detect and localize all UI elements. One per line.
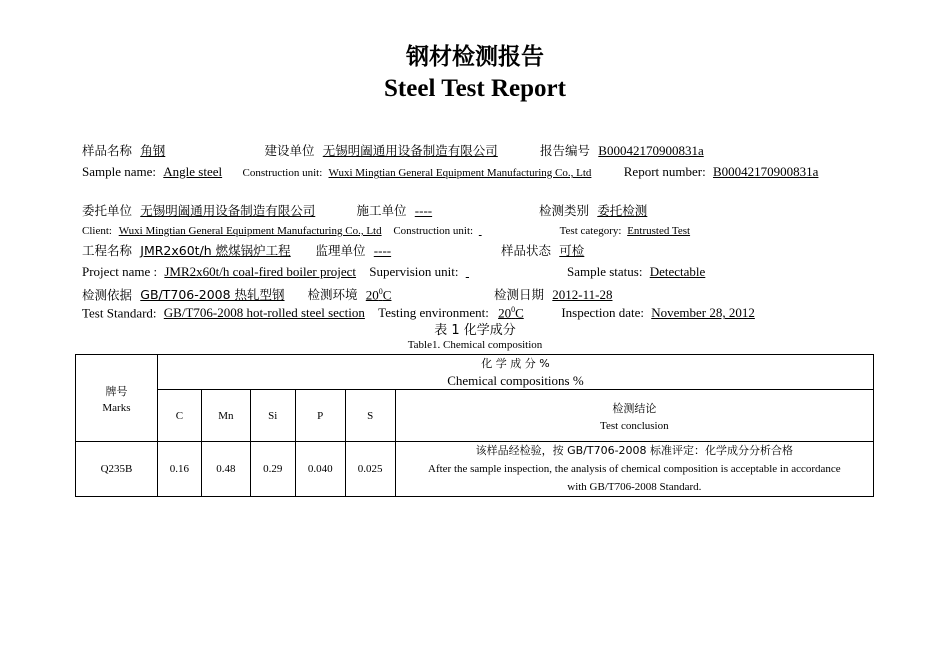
construction-unit-value-cn: 无锡明阖通用设备制造有限公司 bbox=[322, 143, 498, 158]
project-value-cn: JMR2x60t/h 燃煤锅炉工程 bbox=[140, 243, 291, 258]
supervision-label-en: Supervision unit: bbox=[369, 264, 459, 279]
info-row-7 bbox=[82, 284, 658, 303]
chemical-composition-table bbox=[75, 354, 874, 497]
conclusion-header: 检测结论 Test conclusion bbox=[395, 390, 873, 442]
info-row-2 bbox=[82, 164, 825, 181]
info-row-6 bbox=[82, 264, 712, 280]
date-label-cn: 检测日期 bbox=[494, 287, 545, 303]
info-row-4 bbox=[82, 223, 690, 239]
report-title-en: Steel Test Report bbox=[384, 75, 566, 102]
info-row-1 bbox=[82, 143, 724, 159]
construction-unit-label-en: Construction unit: bbox=[242, 167, 323, 179]
construction-unit-label-cn: 建设单位 bbox=[264, 143, 315, 158]
category-value-en: Entrusted Test bbox=[627, 225, 691, 237]
sample-name-value-en: Angle steel bbox=[163, 164, 223, 179]
category-label-en: Test category: bbox=[559, 225, 622, 237]
col-p: P bbox=[295, 390, 345, 442]
report-number-value: B00042170900831a bbox=[598, 143, 704, 158]
category-value-cn: 委托检测 bbox=[597, 203, 648, 218]
sample-name-label-cn: 样品名称 bbox=[82, 143, 133, 158]
table-caption-cn: 表 1 化学成分 bbox=[434, 323, 516, 338]
report-number-label-cn: 报告编号 bbox=[540, 143, 591, 158]
project-label-cn: 工程名称 bbox=[82, 243, 133, 258]
col-c: C bbox=[157, 390, 201, 442]
standard-label-cn: 检测依据 bbox=[82, 287, 133, 303]
col-mn: Mn bbox=[201, 390, 250, 442]
category-label-cn: 检测类别 bbox=[539, 203, 590, 218]
standard-value-cn: GB/T706-2008 热轧型钢 bbox=[140, 287, 285, 303]
standard-value-en: GB/T706-2008 hot-rolled steel section bbox=[163, 305, 365, 321]
info-row-3 bbox=[82, 203, 697, 219]
cell-mn: 0.48 bbox=[201, 442, 250, 497]
marks-header: 牌号 Marks bbox=[76, 355, 158, 442]
report-number-value-en: B00042170900831a bbox=[712, 164, 819, 179]
builder-label-en: Construction unit: bbox=[393, 225, 474, 237]
cell-si: 0.29 bbox=[250, 442, 295, 497]
info-row-5 bbox=[82, 243, 647, 259]
chem-header: 化 学 成 分 % Chemical compositions % bbox=[157, 355, 873, 390]
supervision-value: ---- bbox=[373, 243, 392, 258]
date-label-en: Inspection date: bbox=[561, 305, 644, 321]
status-value-cn: 可检 bbox=[559, 243, 585, 258]
status-label-cn: 样品状态 bbox=[501, 243, 552, 258]
report-number-label-en: Report number: bbox=[623, 164, 706, 179]
environment-value-en: $20^0C$ bbox=[498, 305, 524, 321]
supervision-label-cn: 监理单位 bbox=[315, 243, 366, 258]
client-value-en: Wuxi Mingtian General Equipment Manufacturing Co., Ltd bbox=[118, 225, 382, 237]
cell-mark: Q235B bbox=[76, 442, 158, 497]
environment-value: $20^0C$ bbox=[365, 287, 392, 303]
project-label-en: Project name : bbox=[82, 264, 158, 279]
sample-name-label-en: Sample name: bbox=[82, 164, 157, 179]
date-value: 2012-11-28 bbox=[552, 287, 613, 303]
project-value-en: JMR2x60t/h coal-fired boiler project bbox=[164, 264, 357, 279]
client-value-cn: 无锡明阖通用设备制造有限公司 bbox=[140, 203, 316, 218]
environment-label-cn: 检测环境 bbox=[307, 287, 358, 303]
sample-name-value-cn: 角钢 bbox=[140, 143, 166, 158]
date-value-en: November 28, 2012 bbox=[651, 305, 755, 321]
builder-label-cn: 施工单位 bbox=[356, 203, 407, 218]
cell-p: 0.040 bbox=[295, 442, 345, 497]
cell-s: 0.025 bbox=[345, 442, 395, 497]
client-label-en: Client: bbox=[82, 225, 112, 237]
table-row bbox=[76, 442, 874, 497]
col-s: S bbox=[345, 390, 395, 442]
client-label-cn: 委托单位 bbox=[82, 203, 133, 218]
status-value-en: Detectable bbox=[649, 264, 706, 279]
table-caption-en: Table1. Chemical composition bbox=[407, 339, 543, 351]
col-si: Si bbox=[250, 390, 295, 442]
report-title-cn: 钢材检测报告 bbox=[406, 44, 544, 70]
status-label-en: Sample status: bbox=[567, 264, 643, 279]
supervision-value-en-blank bbox=[466, 264, 554, 280]
cell-c: 0.16 bbox=[157, 442, 201, 497]
environment-label-en: Testing environment: bbox=[378, 305, 489, 321]
construction-unit-value-en: Wuxi Mingtian General Equipment Manufacturing Co., Ltd bbox=[328, 167, 592, 179]
builder-value: ---- bbox=[414, 203, 433, 218]
standard-label-en: Test Standard: bbox=[82, 305, 157, 321]
builder-value-en-blank bbox=[479, 223, 547, 239]
cell-conclusion: 该样品经检验，按 GB/T706-2008 标准评定：化学成分分析合格 After the sample inspection, the analysis of chemical composition is acceptable in accordance with GB/T706-2008 Standard. bbox=[395, 442, 873, 497]
